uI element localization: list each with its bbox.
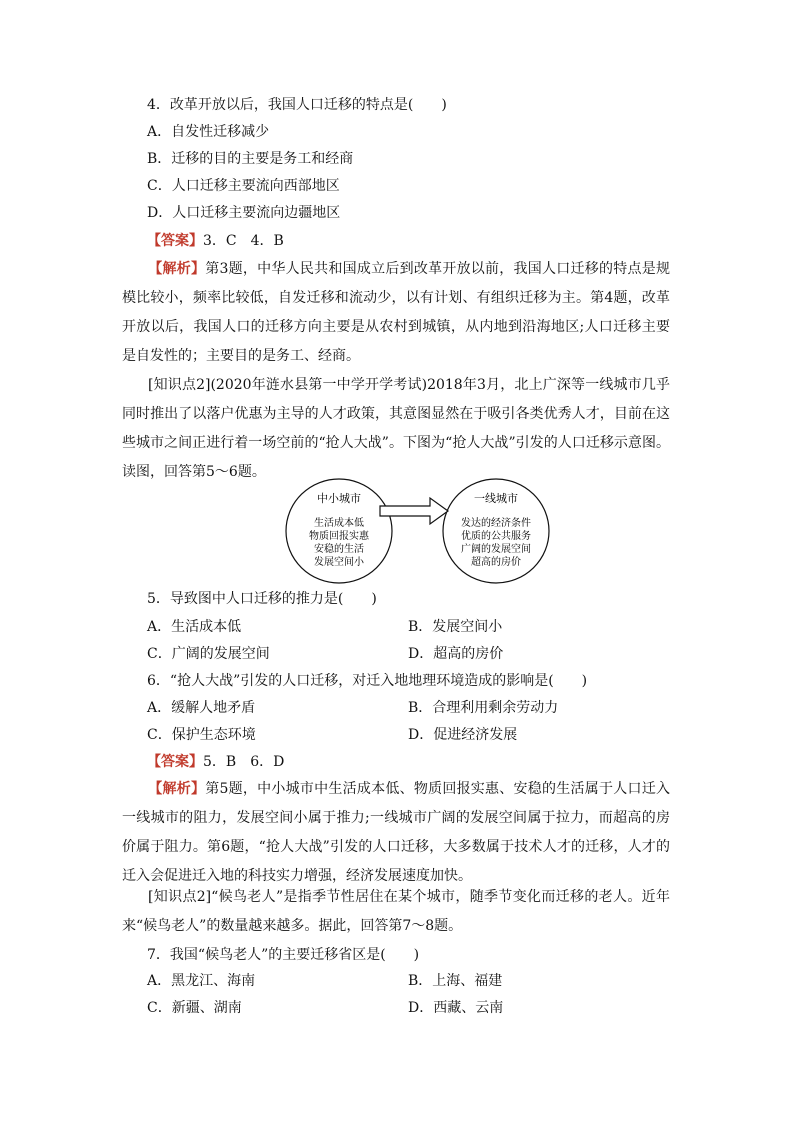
- knowledge-point-text: [知识点2]“候鸟老人”是指季节性居住在某个城市，随季节变化而迁移的老人。近年来“候鸟老人”的数量越来越多。据此，回答第7～8题。: [122, 889, 670, 934]
- answer-text: 5．B 6．D: [203, 754, 285, 770]
- q7-stem: 7．我国“候鸟老人”的主要迁移省区是( ): [147, 947, 420, 963]
- q6-stem: 6．“抢人大战”引发的人口迁移，对迁入地地理环境造成的影响是( ): [147, 673, 588, 689]
- q6-option-b: B．合理利用剩余劳动力: [408, 700, 559, 716]
- first-tier-city-line: 发达的经济条件: [461, 518, 531, 529]
- first-tier-city-line: 广阔的发展空间: [461, 544, 531, 555]
- first-tier-city-line: 优质的公共服务: [461, 531, 531, 542]
- explanation-label: 【解析】: [148, 781, 206, 797]
- q4-stem: 4．改革开放以后，我国人口迁移的特点是( ): [147, 97, 447, 113]
- small-city-line: 发展空间小: [314, 557, 364, 568]
- answer-2: [147, 752, 284, 772]
- explanation-label: 【解析】: [148, 261, 206, 277]
- answer-text: 3．C 4．B: [203, 233, 284, 249]
- q4-option-b: B．迁移的目的主要是务工和经商: [147, 151, 354, 167]
- knowledge-point-intro: [122, 883, 670, 941]
- migration-diagram: [282, 478, 562, 584]
- explanation-1: [122, 255, 670, 371]
- first-tier-city-title: 一线城市: [474, 492, 518, 505]
- q4-option-c: C．人口迁移主要流向西部地区: [147, 178, 340, 194]
- q5-option-c: C．广阔的发展空间: [147, 646, 270, 662]
- q4-option-d: D．人口迁移主要流向边疆地区: [147, 205, 341, 221]
- q5-stem: 5．导致图中人口迁移的推力是( ): [147, 591, 377, 607]
- small-city-line: 物质回报实惠: [309, 531, 369, 542]
- explanation-text: 第3题，中华人民共和国成立后到改革开放以前，我国人口迁移的特点是规模比较小，频率比较低，自发迁移和流动少，以有计划、有组织迁移为主。第4题，改革开放以后，我国人口的迁移方向主要是从农村到城镇，从内地到沿海地区;人口迁移主要是自发性的；主要目的是务工、经商。: [122, 261, 671, 364]
- small-city-title: 中小城市: [317, 492, 361, 505]
- explanation-text: 第5题，中小城市中生活成本低、物质回报实惠、安稳的生活属于人口迁入一线城市的阻力，发展空间小属于推力;一线城市广阔的发展空间属于拉力，而超高的房价属于阻力。第6题，“抢人大战”引发的人口迁移，大多数属于技术人才的迁移，人才的迁入会促进迁入地的科技实力增强，经济发展速度加快。: [122, 781, 671, 884]
- q5-option-d: D．超高的房价: [408, 646, 504, 662]
- q7-option-c: C．新疆、湖南: [147, 1000, 242, 1016]
- q4-option-a: A．自发性迁移减少: [147, 124, 270, 140]
- small-city-line: 生活成本低: [314, 518, 364, 529]
- q6-option-c: C．保护生态环境: [147, 727, 256, 743]
- explanation-2: [122, 775, 670, 891]
- answer-label: 【答案】: [147, 233, 203, 249]
- q7-option-b: B．上海、福建: [408, 973, 503, 989]
- first-tier-city-line: 超高的房价: [471, 557, 521, 568]
- q5-option-b: B．发展空间小: [408, 619, 503, 635]
- q6-option-a: A．缓解人地矛盾: [147, 700, 256, 716]
- knowledge-point-intro: [122, 371, 670, 487]
- small-city-line: 安稳的生活: [314, 544, 364, 555]
- q6-option-d: D．促进经济发展: [408, 727, 518, 743]
- answer-label: 【答案】: [147, 754, 203, 770]
- knowledge-point-text: [知识点2](2020年涟水县第一中学开学考试)2018年3月，北上广深等一线城市几乎同时推出了以落户优惠为主导的人才政策，其意图显然在于吸引各类优秀人才，目前在这些城市之间正进行着一场空前的“抢人大战”。下图为“抢人大战”引发的人口迁移示意图。读图，回答第5～6题。: [122, 377, 670, 480]
- q5-option-a: A．生活成本低: [147, 619, 242, 635]
- q7-option-a: A．黑龙江、海南: [147, 973, 256, 989]
- answer-1: [147, 231, 284, 251]
- q7-option-d: D．西藏、云南: [408, 1000, 504, 1016]
